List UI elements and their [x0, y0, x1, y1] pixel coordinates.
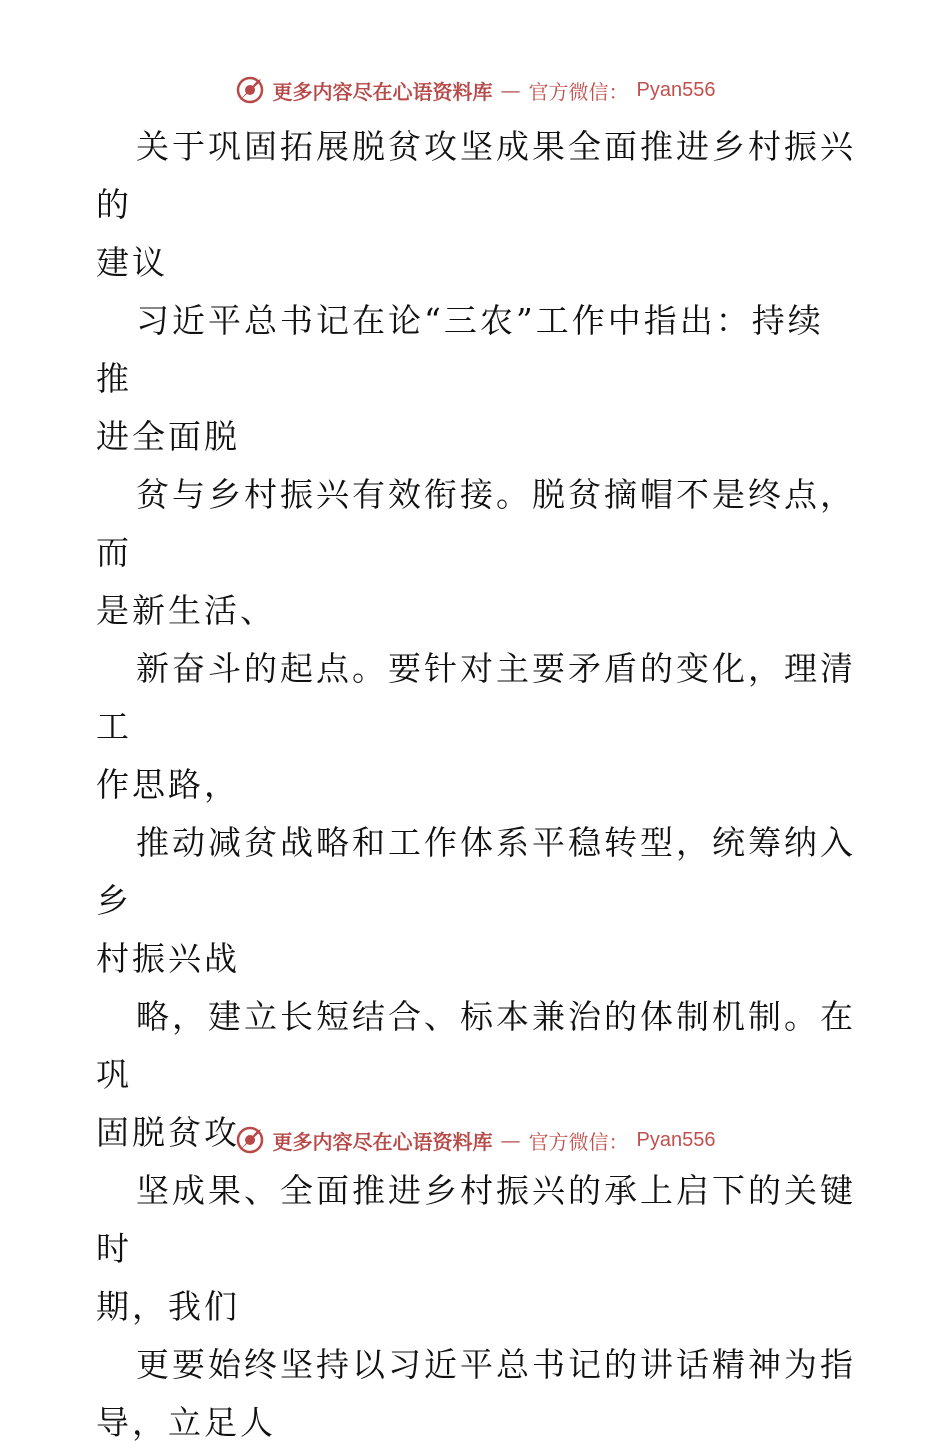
paragraph-line: 贫与乡村振兴有效衔接。脱贫摘帽不是终点，而 是新生活、 [96, 475, 856, 630]
watermark-brand: 更多内容尽在心语资料库 [272, 79, 493, 104]
paragraph-line: 更要始终坚持以习近平总书记的讲话精神为指 导，立足人 [96, 1345, 856, 1442]
paragraph-line: 略，建立长短结合、标本兼治的体制机制。在巩 固脱贫攻 [96, 997, 856, 1152]
watermark-separator: — [500, 78, 521, 102]
watermark-separator: — [500, 1128, 521, 1152]
document-body [96, 118, 856, 1452]
quill-logo-icon [235, 75, 265, 105]
watermark-brand: 更多内容尽在心语资料库 [272, 1129, 493, 1154]
paragraph-line: 坚成果、全面推进乡村振兴的承上启下的关键时 期，我们 [96, 1171, 856, 1326]
paragraph-line: 推动减贫战略和工作体系平稳转型，统筹纳入乡 村振兴战 [96, 823, 856, 978]
header-watermark [0, 68, 950, 112]
watermark-wechat-id: Pyan556 [636, 1128, 716, 1151]
paragraph-line: 新奋斗的起点。要针对主要矛盾的变化，理清工 作思路， [96, 649, 856, 804]
paragraph-line: 习近平总书记在论“三农”工作中指出：持续推 进全面脱 [96, 301, 824, 456]
paragraph-line: 关于巩固拓展脱贫攻坚成果全面推进乡村振兴的 建议 [96, 127, 856, 282]
watermark-wechat-label: 官方微信： [528, 1129, 629, 1154]
watermark-wechat-label: 官方微信： [528, 79, 629, 104]
watermark-wechat-id: Pyan556 [636, 78, 716, 101]
quill-logo-icon [235, 1125, 265, 1155]
footer-watermark [0, 1118, 950, 1162]
